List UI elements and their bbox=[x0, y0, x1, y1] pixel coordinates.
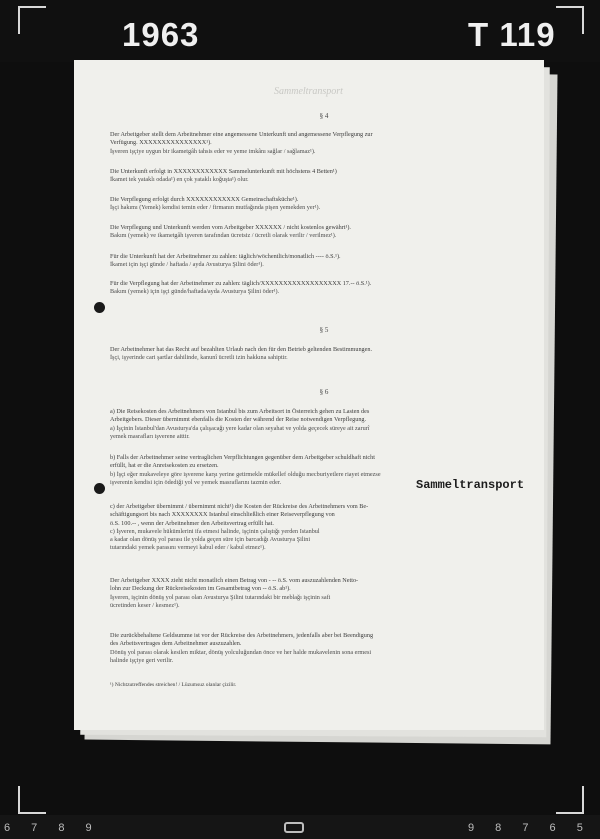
film-frame-id: T 119 bbox=[468, 16, 556, 53]
s4-paragraph-1: Der Arbeitgeber stellt dem Arbeitnehmer eine angemessene Unterkunft und angemessene Verpflegung zur Verfügung. XXXXXXXXXXXXXXX¹). İşveren işçiye uygun bir ikametgâh tahsis eder ve yeme imkânı sağlar / sağlamaz¹). bbox=[110, 131, 373, 155]
frame-corner-mark bbox=[556, 786, 584, 814]
bleed-through-text: Sammeltransport bbox=[274, 86, 343, 97]
s6-clause-b: b) Falls der Arbeitnehmer seine vertraglichen Verpflichtungen gegenüber dem Arbeitgeber schuldhaft nicht erfüllt, hat er die Anreisekosten zu ersetzen. b) İşçi eğer mukaveleye göre işverene karşı yerine getirmekle mükellef olduğu mecburiyetlere riayet etmezse işverenin kendisi için ödediği yol ve yemek masraflarını tazmin eder. bbox=[110, 454, 381, 486]
footnote: ¹) Nichtzutreffendes streichen! / Lüzumsuz olanlar çizilir. bbox=[110, 682, 237, 688]
section-heading-5: § 5 bbox=[319, 326, 329, 334]
s6-clause-a: a) Die Reisekosten des Arbeitnehmers von Istanbul bis zum Arbeitsort in Österreich gehen zu Lasten des Arbeitgebers. Dieser übernimmt ebenfalls die Kosten der während der Reise notwendigen Verpflegung. a) İşçinin İstanbul'dan Avusturya'da çalışacağı yere kadar olan seyahat ve yolda geçecek süreye ait zarurî yemek masrafları işverene aittir. bbox=[110, 408, 370, 440]
section-heading-4: § 4 bbox=[319, 112, 329, 120]
s4-paragraph-5: Für die Unterkunft hat der Arbeitnehmer zu zahlen: täglich/wöchentlich/monatlich ---- ö.S.¹). İkamet için işçi günde / haftada / ayda Avusturya Şilini öder¹). bbox=[110, 253, 341, 269]
frame-corner-mark bbox=[556, 6, 584, 34]
film-scale-left: 6 7 8 9 bbox=[4, 822, 101, 834]
s5-paragraph: Der Arbeitnehmer hat das Recht auf bezahlten Urlaub nach den für den Betrieb geltenden Bestimmungen. İşçi, işyerinde cari şartlar dahilinde, kanunî ücretli izin hakkına sahiptir. bbox=[110, 346, 373, 362]
film-year: 1963 bbox=[122, 16, 200, 53]
punch-hole bbox=[94, 302, 105, 313]
film-scale-right: 9 8 7 6 5 bbox=[468, 822, 592, 834]
section-heading-6: § 6 bbox=[319, 388, 329, 396]
punch-hole bbox=[94, 483, 105, 494]
s6-paragraph-e: Die zurückbehaltene Geldsumme ist vor der Rückreise des Arbeitnehmers, jedenfalls aber bei Beendigung des Arbeitsvertrages dem Arbeitnehmer auszuzahlen. Dönüş yol parası olarak kesilen miktar, dönüş yolculuğundan önce ve her halde mukavelenin sona ermesi halinde işçiye geri verilir. bbox=[110, 632, 374, 664]
document-page bbox=[74, 60, 544, 730]
s4-paragraph-6: Für die Verpflegung hat der Arbeitnehmer zu zahlen: täglich/XXXXXXXXXXXXXXXXXX 17.-- ö.S.¹). Bakım (yemek) için işçi günde/haftada/ayda Avusturya Şilini öder¹). bbox=[110, 280, 372, 296]
s4-paragraph-2: Die Unterkunft erfolgt in XXXXXXXXXXXX Sammelunterkunft mit höchstens 4 Betten¹) İkamet tek yataklı odada¹) en çok yataklı koğuşta¹) olur. bbox=[110, 168, 337, 184]
frame-corner-mark bbox=[18, 786, 46, 814]
frame-corner-mark bbox=[18, 6, 46, 34]
s6-clause-c: c) der Arbeitgeber übernimmt / übernimmt nicht¹) die Kosten der Rückreise des Arbeitnehmers vom Be- schäftigungsort bis nach XXXXXXXX Istanbul einschließlich einer Reiseverpflegung von ö.S. 100.-- , wenn der Arbeitnehmer den Arbeitsvertrag erfüllt hat. c) İşveren, mukavele hükümlerini ifa etmesi halinde, işçinin çalıştığı yerden Istanbul a kadar olan dönüş yol parası ile yolda geçen süre için barcadığı Avusturya Şilini tutarındaki yemek parasını vermeyi kabul eder / kabul etmez¹). bbox=[110, 503, 369, 552]
typed-stamp-sammeltransport: Sammeltransport bbox=[416, 478, 525, 492]
film-center-mark bbox=[284, 822, 304, 833]
s6-paragraph-d: Der Arbeitgeber XXXX zieht nicht monatlich einen Betrag von - -- ö.S. vom auszuzahlenden Netto- lohn zur Deckung der Rückreisekosten im Gesamtbetrag von -- ö.S. ab¹). İşveren, işçinin dönüş yol parası olan Avusturya Şilini tutarındaki bir meblağı işçinin safi ücretinden keser / kesmez¹). bbox=[110, 577, 359, 609]
s4-paragraph-3: Die Verpflegung erfolgt durch XXXXXXXXXXXX Gemeinschaftsküche¹). İşçi hakımı (Yemek) kendisi temin eder / firmanın mutfağında pişen yemekden yer¹). bbox=[110, 196, 321, 212]
s4-paragraph-4: Die Verpflegung und Unterkunft werden vom Arbeitgeber XXXXXX / nicht kostenlos gewährt¹). Bakım (yemek) ve ikametgâh işveren tarafından ücretsiz / ücretli olarak verilir / verilmez¹). bbox=[110, 224, 351, 240]
